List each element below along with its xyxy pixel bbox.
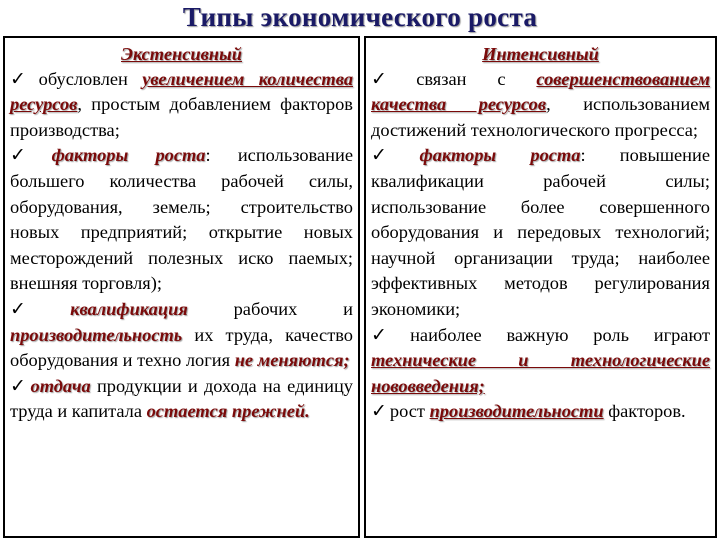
- item-text: , простым добавлением факторов производства;: [10, 94, 353, 140]
- checkmark-icon: ✓: [10, 144, 49, 167]
- checkmark-icon: ✓: [371, 323, 408, 346]
- intensive-item-4: [371, 399, 710, 425]
- checkmark-icon: ✓: [10, 297, 68, 320]
- intensive-item-1: [371, 67, 710, 144]
- extensive-heading: Экстенсивный: [121, 44, 242, 64]
- item-emphasis: производительности: [429, 401, 604, 422]
- item-emphasis: производительность: [10, 324, 183, 345]
- item-text: обусловлен: [38, 68, 143, 89]
- item-emphasis: квалификация: [70, 298, 188, 319]
- intensive-column: [364, 36, 717, 538]
- item-emphasis: не меняются;: [234, 350, 350, 371]
- checkmark-icon: ✓: [371, 67, 414, 90]
- intensive-heading: Интенсивный: [482, 44, 599, 64]
- item-text: рост: [389, 401, 430, 422]
- page-title: Типы экономического роста: [182, 2, 538, 32]
- item-emphasis: технические и технологические нововведения;: [371, 350, 710, 396]
- item-text: продукции и дохода на единицу труда и капитала: [10, 375, 353, 422]
- item-text: связан с: [416, 68, 537, 89]
- item-text: их труда, качество оборудования и техно логия: [10, 324, 353, 371]
- extensive-item-4: [10, 374, 353, 425]
- checkmark-icon: ✓: [10, 67, 36, 90]
- item-emphasis: факторы роста: [419, 145, 581, 166]
- item-text: : повышение квалификации рабочей силы; использование более совершенного оборудования и передовых технологий; научной организации труда; наиболее эффективных методов регулирования экономики;: [371, 145, 710, 319]
- checkmark-icon: ✓: [10, 374, 28, 397]
- item-emphasis: совершенствованием качества ресурсов: [371, 68, 710, 115]
- item-emphasis: остается прежней.: [146, 401, 310, 422]
- item-text: факторов.: [603, 401, 686, 422]
- intensive-item-2: [371, 143, 710, 322]
- item-text: наиболее важную роль играют: [410, 324, 710, 345]
- checkmark-icon: ✓: [371, 144, 417, 167]
- extensive-item-1: [10, 67, 353, 144]
- item-text: рабочих и: [187, 298, 353, 319]
- item-text: : использование большего количества рабочей силы, оборудования, земель; строительство новых предприятий; открытие новых месторождений полезных иско паемых; внешняя торговля);: [10, 145, 354, 294]
- checkmark-icon: ✓: [371, 400, 387, 423]
- extensive-column: [3, 36, 360, 538]
- extensive-item-3: [10, 297, 353, 374]
- item-emphasis: факторы роста: [51, 145, 206, 166]
- item-emphasis: увеличением количества ресурсов: [10, 68, 354, 115]
- item-text: , использованием достижений технологического прогресса;: [371, 94, 710, 140]
- intensive-item-3: [371, 323, 710, 400]
- item-emphasis: отдача: [30, 375, 91, 396]
- extensive-item-2: [10, 143, 353, 297]
